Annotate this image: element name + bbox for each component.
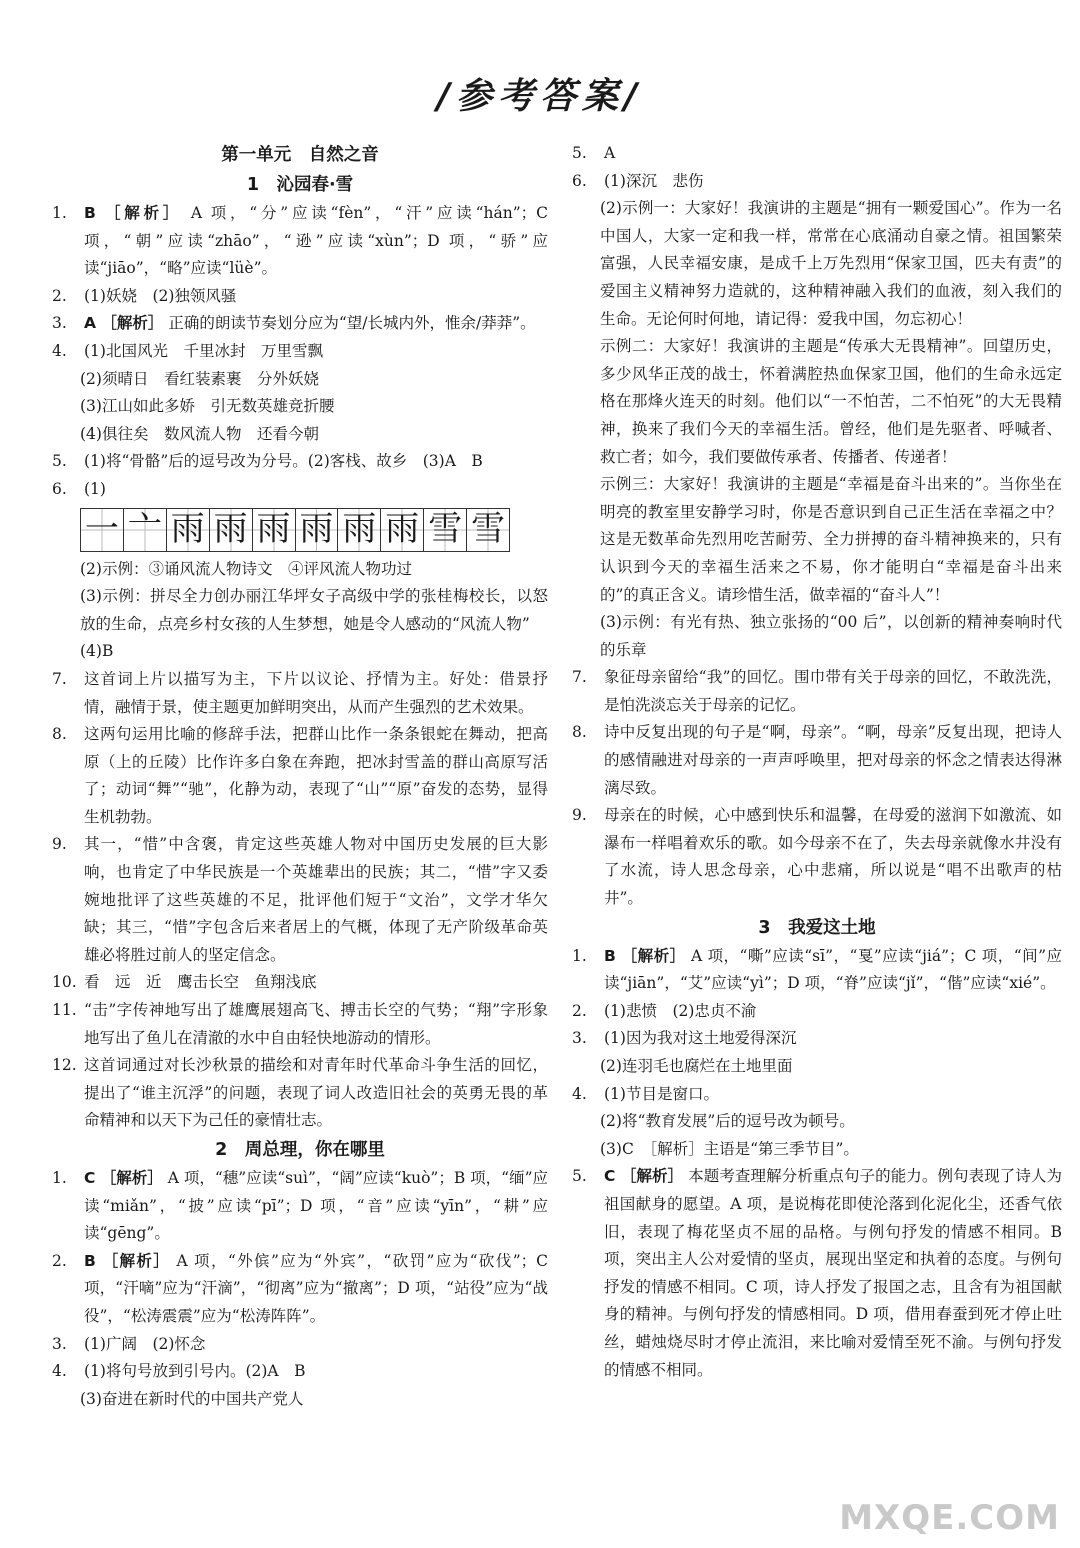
answer-number: 3. (572, 1029, 587, 1048)
answer-item: 5. (1)将“骨骼”后的逗号改为分号。(2)客栈、故乡 (3)A B (52, 452, 483, 471)
stroke-cell: 雨 (338, 509, 381, 551)
answer-subline: (4)俱往矣 数风流人物 还看今朝 (80, 424, 319, 443)
answer-item (52, 310, 548, 338)
answer-text: 其一，“惜”中含褒，肯定这些英雄人物对中国历史发展的巨大影响，也肯定了中华民族是一个英雄辈出的民族；其二，“惜”字又委婉地批评了这些英雄的不足，批评他们短于“文治”，文学才华欠缺；其三，“惜”字包含后来者居上的气概，体现了无产阶级革命英雄必将胜过前人的坚定信念。 (84, 835, 548, 964)
answer-list (52, 200, 548, 366)
answer-text: 象征母亲留给“我”的回忆。围巾带有关于母亲的回忆，不敢洗洗，是怕洗淡忘关于母亲的记忆。 (604, 668, 1062, 714)
answer-text: 诗中反复出现的句子是“啊，母亲”。“啊，母亲”反复出现，把诗人的感情融进对母亲的一声声呼唤里，把对母亲的怀念之情表达得淋漓尽致。 (604, 723, 1062, 797)
answer-text: (1)将句号放到引号内。(2)A B (84, 1362, 306, 1381)
answer-sublines (572, 1108, 1062, 1163)
analysis-tag: A ［解析］ (84, 314, 164, 333)
answer-sublines (572, 195, 1062, 664)
answer-item (572, 664, 1062, 719)
unit-heading: 第一单元 自然之音 (221, 145, 379, 165)
answer-item (572, 1025, 1062, 1053)
answer-subline: (3)江山如此多娇 引无数英雄竞折腰 (80, 397, 335, 416)
answer-item (572, 719, 1062, 802)
answer-subline: (3)C ［解析］主语是“第三季节目”。 (600, 1139, 859, 1158)
answer-sublines (52, 556, 548, 666)
answer-list (52, 666, 548, 1135)
stroke-cell: 雨 (381, 509, 424, 551)
stroke-cell: 雪 (467, 509, 509, 551)
answer-item (52, 1331, 548, 1359)
answer-item (572, 168, 1062, 196)
answer-text: 这首词通过对长沙秋景的描绘和对青年时代革命斗争生活的回忆，提出了“谁主沉浮”的问题，表现了词人改造旧社会的英勇无畏的革命精神和以天下为己任的豪情壮志。 (84, 1056, 548, 1130)
answer-number: 9. (52, 835, 67, 854)
answer-number: 7. (572, 668, 587, 687)
stroke-cell: 一 (81, 509, 124, 551)
lesson-heading: 2 周总理，你在哪里 (215, 1140, 385, 1160)
answer-text: (1)因为我对这土地爱得深沉 (604, 1029, 797, 1048)
answer-subline: (4)B (80, 642, 114, 661)
left-column (52, 140, 548, 1413)
answer-subline: (2)连羽毛也腐烂在土地里面 (600, 1057, 793, 1075)
analysis-tag: B ［解析］ (84, 1251, 171, 1270)
answer-item (52, 969, 548, 997)
analysis-tag: B ［解析］ (604, 946, 686, 965)
answer-number: 7. (52, 669, 67, 688)
answer-subline: 示例二：大家好！我演讲的主题是“传承大无畏精神”。回望历史，多少风华正茂的战士，怀着满腔热血保家卫国，他们的生命永远定格在那烽火连天的时刻。他们以“一不怕苦，二不怕死”的大无畏精神，换来了我们今天的幸福生活。曾经，他们是先驱者、呼喊者、救亡者；如今，我们要做传承者、传播者、传递者！ (600, 337, 1062, 466)
answer-number: 2. (52, 286, 67, 305)
answer-text: “击”字传神地写出了雄鹰展翅高飞、搏击长空的气势；“翔”字形象地写出了鱼儿在清澈的水中自由轻快地游动的情形。 (84, 1001, 548, 1047)
answer-item (52, 1052, 548, 1135)
answer-item: 4. (1)节目是窗口。 (572, 1084, 719, 1103)
answer-number: 2. (572, 1001, 587, 1020)
answer-subline: (2)须晴日 看红装素裹 分外妖娆 (80, 369, 319, 388)
stroke-cell: 雨 (210, 509, 253, 551)
answer-sublines (52, 366, 548, 449)
answer-number: 2. (52, 1251, 67, 1270)
answer-number: 4. (52, 1362, 67, 1381)
analysis-tag: B ［解析］ (84, 204, 183, 222)
stroke-cell: 雨 (167, 509, 210, 551)
answer-item (52, 283, 548, 311)
answer-text: B ［解析］ A 项，“外傧”应为“外宾”，“砍罚”应为“砍伐”；C 项，“汗嘀”应为“汗滴”，“彻离”应为“撤离”；D 项，“站役”应为“战役”，“松涛震震”应为“松涛阵阵”。 (84, 1251, 549, 1325)
answer-list (572, 943, 1062, 1053)
answer-item (52, 721, 548, 831)
watermark-logo: MXQE.COM (839, 1498, 1060, 1538)
answer-subline: (3)示例：有光有热、独立张扬的“00 后”，以创新的精神奏响时代的乐章 (600, 613, 1062, 659)
right-column (572, 140, 1062, 1384)
answer-number: 1. (52, 204, 67, 222)
answer-item (52, 200, 548, 283)
answer-text: (1)妖娆 (2)独领风骚 (84, 286, 237, 305)
answer-subline: (3)示例：拼尽全力创办丽江华坪女子高级中学的张桂梅校长，以怒放的生命，点亮乡村女孩的人生梦想，她是令人感动的“风流人物” (80, 587, 548, 633)
answer-text: (1)深沉 悲伤 (604, 171, 704, 190)
answer-number: 6. (572, 171, 587, 190)
stroke-cell: 亠 (124, 509, 167, 551)
answer-item (52, 831, 548, 969)
answer-item (572, 998, 1062, 1026)
stroke-cell: 雪 (424, 509, 467, 551)
answer-subline: (2)示例一：大家好！我演讲的主题是“拥有一颗爱国心”。作为一名中国人，大家一定和我一样，常常在心底涌动自豪之情。祖国繁荣富强，人民幸福安康，是成千上万先烈用“保家卫国，匹夫有责”的爱国主义精神努力造就的，这种精神融入我们的血液，刻入我们的生命。无论何时何地，请记得：爱我中国，勿忘初心！ (600, 199, 1062, 328)
answer-text: 这首词上片以描写为主，下片以议论、抒情为主。好处：借景抒情，融情于景，使主题更加鲜明突出，从而产生强烈的艺术效果。 (84, 669, 548, 716)
answer-number: 1. (52, 1169, 67, 1187)
answer-list (572, 664, 1062, 912)
answer-text: C ［解析］ A 项，“穗”应读“suì”，“阔”应读“kuò”；B 项，“缅”应读“miǎn”，“披”应读“pī”；D 项，“音”应读“yīn”，“耕”应读“gēng”。 (84, 1169, 548, 1243)
answer-item (572, 802, 1062, 912)
answer-text: (1)悲愤 (2)忠贞不渝 (604, 1001, 757, 1020)
answer-list (572, 140, 1062, 195)
answer-subline: (2)示例：③诵风流人物诗文 ④评风流人物功过 (80, 559, 412, 578)
stroke-cell: 雨 (296, 509, 339, 551)
lesson-heading: 1 沁园春·雪 (246, 175, 354, 195)
answer-number: 8. (52, 725, 67, 744)
answer-text: 母亲在的时候，心中感到快乐和温馨，在母爱的滋润下如激流、如瀑布一样唱着欢乐的歌。如今母亲不在了，失去母亲就像水井没有了水流，诗人思念母亲，心中悲痛，所以说是“唱不出歌声的枯井”。 (604, 806, 1062, 908)
answer-text: 这两句运用比喻的修辞手法，把群山比作一条条银蛇在舞动，把高原（上的丘陵）比作许多白象在奔跑，把冰封雪盖的群山高原写活了；动词“舞”“驰”，化静为动，表现了“山”“原”奋发的态势，显得生机勃勃。 (84, 725, 548, 826)
answer-text: 看 远 近 鹰击长空 鱼翔浅底 (84, 973, 317, 992)
answer-number: 9. (572, 806, 587, 825)
answer-list (52, 1165, 548, 1386)
answer-subline: (2)将“教育发展”后的逗号改为顿号。 (600, 1112, 855, 1131)
analysis-tag: C ［解析］ (84, 1169, 163, 1187)
answer-number: 3. (52, 314, 67, 333)
answer-number: 10. (52, 973, 77, 992)
answer-item (52, 1248, 548, 1331)
answer-number: 3. (52, 1334, 67, 1353)
answer-item (52, 1358, 548, 1386)
answer-item (52, 997, 548, 1052)
lesson-heading: 3 我爱这土地 (758, 917, 876, 938)
answer-number: 12. (52, 1056, 77, 1075)
answer-subline: (3)奋进在新时代的中国共产党人 (80, 1389, 304, 1408)
answer-item (52, 666, 548, 721)
answer-number: 1. (572, 946, 587, 965)
answer-number: 11. (52, 1001, 77, 1020)
answer-item: 6. (1) (52, 479, 106, 498)
stroke-cell: 雨 (253, 509, 296, 551)
answer-text: A ［解析］ 正确的朗读节奏划分应为“望/长城内外，惟余/莽莽”。 (84, 314, 536, 333)
answer-item (572, 140, 1062, 168)
answer-item (52, 1165, 548, 1248)
page-title: /参考答案/ (436, 76, 644, 117)
answer-number: 8. (572, 723, 587, 742)
answer-text: A (604, 144, 616, 162)
answer-text: B ［解析］ A 项，“嘶”应读“sī”，“戛”应读“jiá”；C 项，“间”应读“jiān”，“艾”应读“yì”；D 项，“脊”应读“jǐ”，“偕”应读“xié”。 (604, 946, 1062, 993)
answer-number: 4. (52, 341, 67, 360)
answer-item (572, 943, 1062, 998)
answer-number: 5. (572, 144, 587, 162)
stroke-order-grid (80, 508, 510, 552)
answer-subline: 示例三：大家好！我演讲的主题是“幸福是奋斗出来的”。当你坐在明亮的教室里安静学习时，你是否意识到自己正生活在幸福之中？这是无数革命先烈用吃苦耐劳、全力拼搏的奋斗精神换来的，只有认识到今天的幸福生活来之不易，你才能明白“幸福是奋斗出来的”的真正含义。请珍惜生活，做幸福的“奋斗人”！ (600, 475, 1062, 604)
answer-item: 5. C ［解析］ 本题考查理解分析重点句子的能力。例句表现了诗人为祖国献身的愿望。A 项，是说梅花即使沦落到化泥化尘，还香气依旧，表现了梅花坚贞不屈的品格。与例句抒发的情感不相同。B 项，突出主人公对爱情的坚贞，展现出坚定和执着的态度。与例句抒发的情感不相同。C 项，诗人抒发了报国之志，且含有为祖国献身的精神。与例句抒发的情感相同。D 项，借用春蚕到死才停止吐丝，蜡烛烧尽时才停止流泪，来比喻对爱情至死不渝。与例句抒发的情感不相同。 (572, 1167, 1062, 1379)
answer-text: (1)广阔 (2)怀念 (84, 1334, 206, 1353)
answer-text: (1)北国风光 千里冰封 万里雪飘 (84, 341, 323, 360)
answer-item (52, 338, 548, 366)
answer-text: B ［解析］ A 项，“分”应读“fèn”，“汗”应读“hán”；C 项，“朝”应读“zhāo”，“逊”应读“xùn”；D 项，“骄”应读“jiāo”，“略”应读“lüè”。 (84, 204, 548, 278)
